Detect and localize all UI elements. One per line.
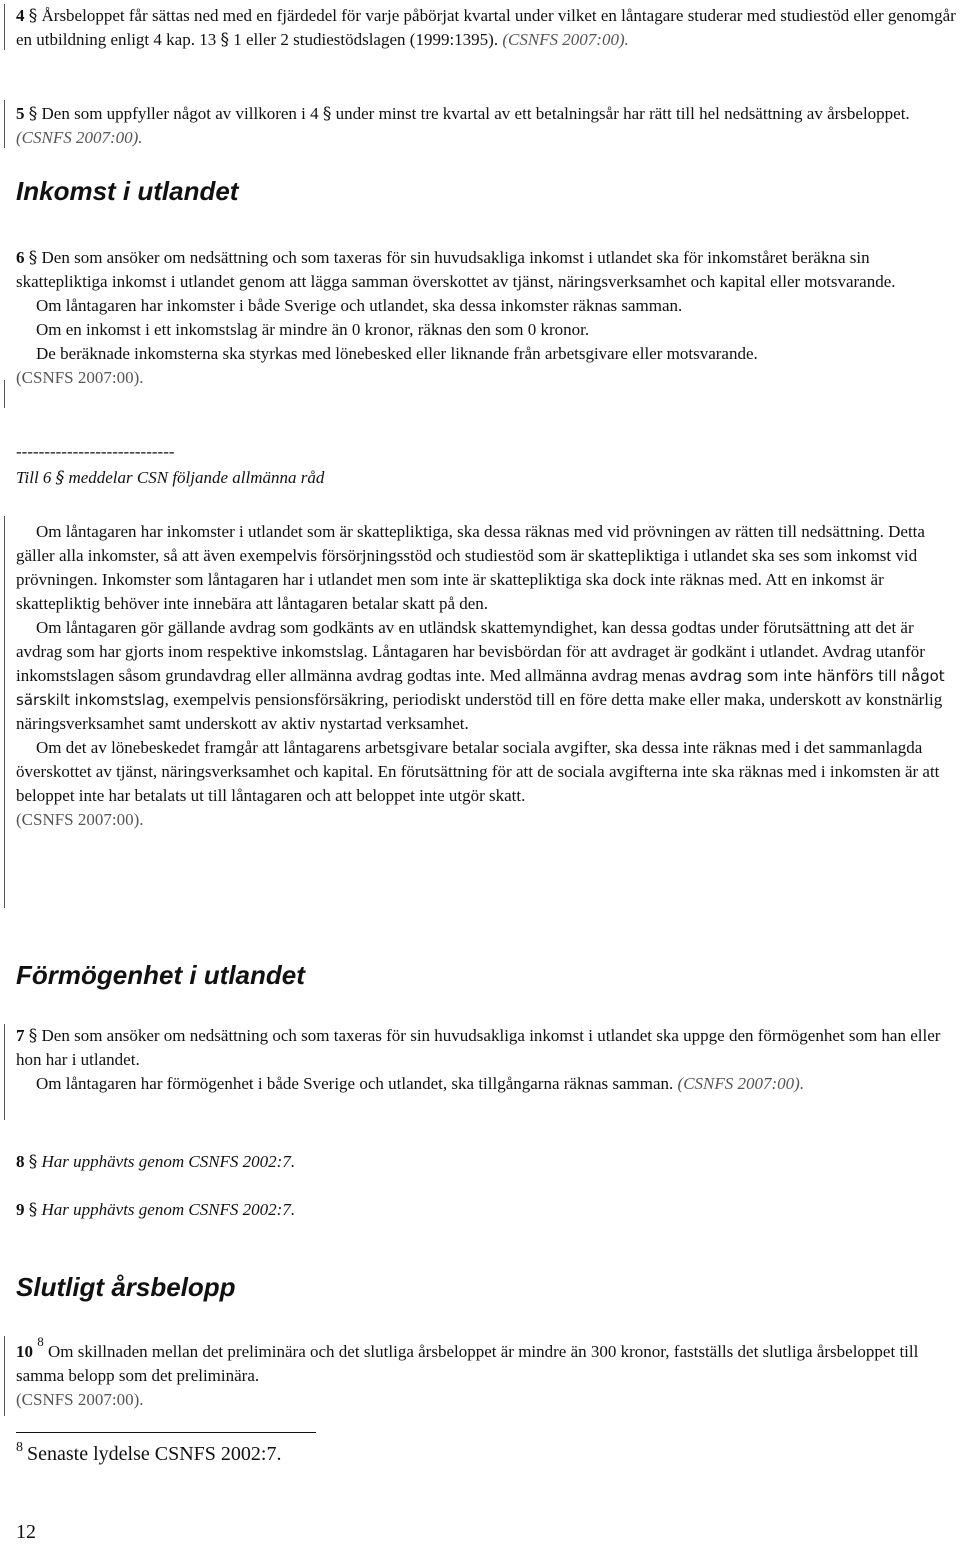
paragraph-7 <box>16 1024 958 1096</box>
section-sign: § <box>28 1200 38 1220</box>
revision-bar <box>4 1336 5 1416</box>
section-number: 4 <box>16 6 25 25</box>
reference: (CSNFS 2007:00). <box>16 810 144 829</box>
paragraph-text: Den som ansöker om nedsättning och som taxeras för sin huvudsakliga inkomst i utlandet ska för inkomståret beräkna sin skattepliktiga inkomst i utlandet genom att lägga samman överskottet av tjänst, näringsverksamhet och kapital eller motsvarande. <box>16 248 896 291</box>
advice-paragraph <box>16 616 958 736</box>
section-number: 6 <box>16 248 25 267</box>
paragraph-text: Om låntagaren har förmögenhet i både Sverige och utlandet, ska tillgångarna räknas samman. <box>36 1074 678 1093</box>
paragraph-5 <box>16 102 958 150</box>
revision-bar <box>4 516 5 908</box>
section-sign: § <box>220 30 229 50</box>
paragraph-10 <box>16 1334 958 1412</box>
advice-paragraph: Om det av lönebeskedet framgår att låntagarens arbetsgivare betalar sociala avgifter, ska dessa inte räknas med i det sammanlagda överskottet av tjänst, näringsverksamhet och kapital. En förutsättning för att de sociala avgifterna inte ska räknas med i inkomsten är att beloppet inte har betalats ut till låntagaren och att beloppet inte utgör skatt. <box>16 738 940 805</box>
paragraph-text: Har upphävts genom CSNFS 2002:7. <box>41 1200 296 1219</box>
paragraph-8 <box>16 1150 958 1174</box>
paragraph-text: Den som ansöker om nedsättning och som taxeras för sin huvudsakliga inkomst i utlandet ska uppge den förmögenhet som han eller hon har i utlandet. <box>16 1026 941 1069</box>
paragraph-line: Om låntagaren har inkomster i både Sverige och utlandet, ska dessa inkomster räknas samman. <box>36 296 683 315</box>
paragraph-text: Om skillnaden mellan det preliminära och det slutliga årsbeloppet är mindre än 300 kronor, fastställs det slutliga årsbeloppet till samma belopp som det preliminära. <box>16 1342 919 1385</box>
paragraph-text: Den som uppfyller något av villkoren i 4 <box>41 104 323 123</box>
reference: (CSNFS 2007:00). <box>677 1074 805 1093</box>
section-number: 9 <box>16 1200 25 1219</box>
advice-text <box>16 520 958 832</box>
advice-text-part: , exempelvis pensionsförsäkring, periodiskt understöd till en före detta make eller maka, underskott av konstnärlig näringsverksamhet samt underskott av aktiv nystartad verksamhet. <box>16 690 943 733</box>
paragraph-line: Om en inkomst i ett inkomstslag är mindre än 0 kronor, räknas den som 0 kronor. <box>36 320 590 339</box>
revision-bar <box>4 4 5 50</box>
paragraph-4 <box>16 4 958 52</box>
paragraph-text: Årsbeloppet får sättas ned med en fjärdedel för varje påbörjat kvartal under vilket en låntagare studerar med studiestöd eller genomgår en utbildning enligt 4 kap. 13 <box>16 6 956 49</box>
paragraph-text: 1 eller 2 studiestödslagen (1999:1395). <box>228 30 503 49</box>
advice-title-text: Till 6 <box>16 468 56 487</box>
paragraph-line: De beräknade inkomsterna ska styrkas med lönebesked eller liknande från arbetsgivare eller motsvarande. <box>36 344 758 363</box>
heading-formogenhet-i-utlandet: Förmögenhet i utlandet <box>16 960 305 990</box>
page-number: 12 <box>16 1521 36 1543</box>
advice-text-part: avdrag som inte hänförs till något särskilt inkomstslag <box>16 667 945 709</box>
footnote-rule <box>16 1432 316 1433</box>
advice-title <box>16 466 324 490</box>
section-number: 10 <box>16 1342 33 1361</box>
footnote-number: 8 <box>16 1440 23 1455</box>
section-sign: § <box>28 1152 38 1172</box>
reference: (CSNFS 2007:00). <box>16 368 144 387</box>
section-sign: § <box>55 468 65 488</box>
separator-dashes: ---------------------------- <box>16 442 175 461</box>
revision-bar <box>4 1024 5 1120</box>
section-number: 7 <box>16 1026 25 1045</box>
revision-bar <box>4 380 5 408</box>
reference: (CSNFS 2007:00). <box>16 128 143 147</box>
reference: (CSNFS 2007:00). <box>16 1390 144 1409</box>
paragraph-6 <box>16 246 958 390</box>
section-sign: § <box>28 248 38 268</box>
revision-bar <box>4 100 5 148</box>
paragraph-text: under minst tre kvartal av ett betalningsår har rätt till hel nedsättning av årsbeloppet. <box>331 104 910 123</box>
paragraph-9 <box>16 1198 958 1222</box>
advice-text-part: Om låntagaren gör gällande avdrag som godkänts av en utländsk skattemyndighet, kan dessa godtas under förutsättning att det är avdrag som har gjorts inom respektive inkomstslag. Låntagaren har bevisbördan för att avdraget är godkänt i utlandet. Avdrag utanför inkomstslagen såsom grundavdrag eller allmänna avdrag godtas inte. Med allmänna avdrag menas <box>16 618 925 685</box>
advice-paragraph: Om låntagaren har inkomster i utlandet som är skattepliktiga, ska dessa räknas med vid prövningen av rätten till nedsättning. Detta gäller alla inkomster, så att även exempelvis försörjningsstöd och studiestöd som är skattepliktiga i utlandet ska ses som inkomst vid prövningen. Inkomster som låntagaren har i utlandet men som inte är skattepliktiga ska dock inte räknas med. Att en inkomst är skattepliktig behöver inte innebära att låntagaren betalar skatt på den. <box>16 522 925 613</box>
footnote-text: Senaste lydelse CSNFS 2002:7. <box>27 1443 282 1465</box>
heading-inkomst-i-utlandet: Inkomst i utlandet <box>16 176 239 206</box>
footnote <box>16 1440 281 1468</box>
section-number: 5 <box>16 104 25 123</box>
section-number: 8 <box>16 1152 25 1171</box>
section-sign: § <box>28 6 38 26</box>
heading-slutligt-arsbelopp: Slutligt årsbelopp <box>16 1272 236 1302</box>
section-sign: § <box>322 104 332 124</box>
reference: (CSNFS 2007:00). <box>502 30 629 49</box>
section-sign: § <box>28 104 38 124</box>
footnote-ref[interactable]: 8 <box>37 1334 44 1349</box>
paragraph-text: Har upphävts genom CSNFS 2002:7. <box>41 1152 296 1171</box>
advice-title-text: meddelar CSN följande allmänna råd <box>64 468 325 487</box>
section-sign: § <box>28 1026 38 1046</box>
